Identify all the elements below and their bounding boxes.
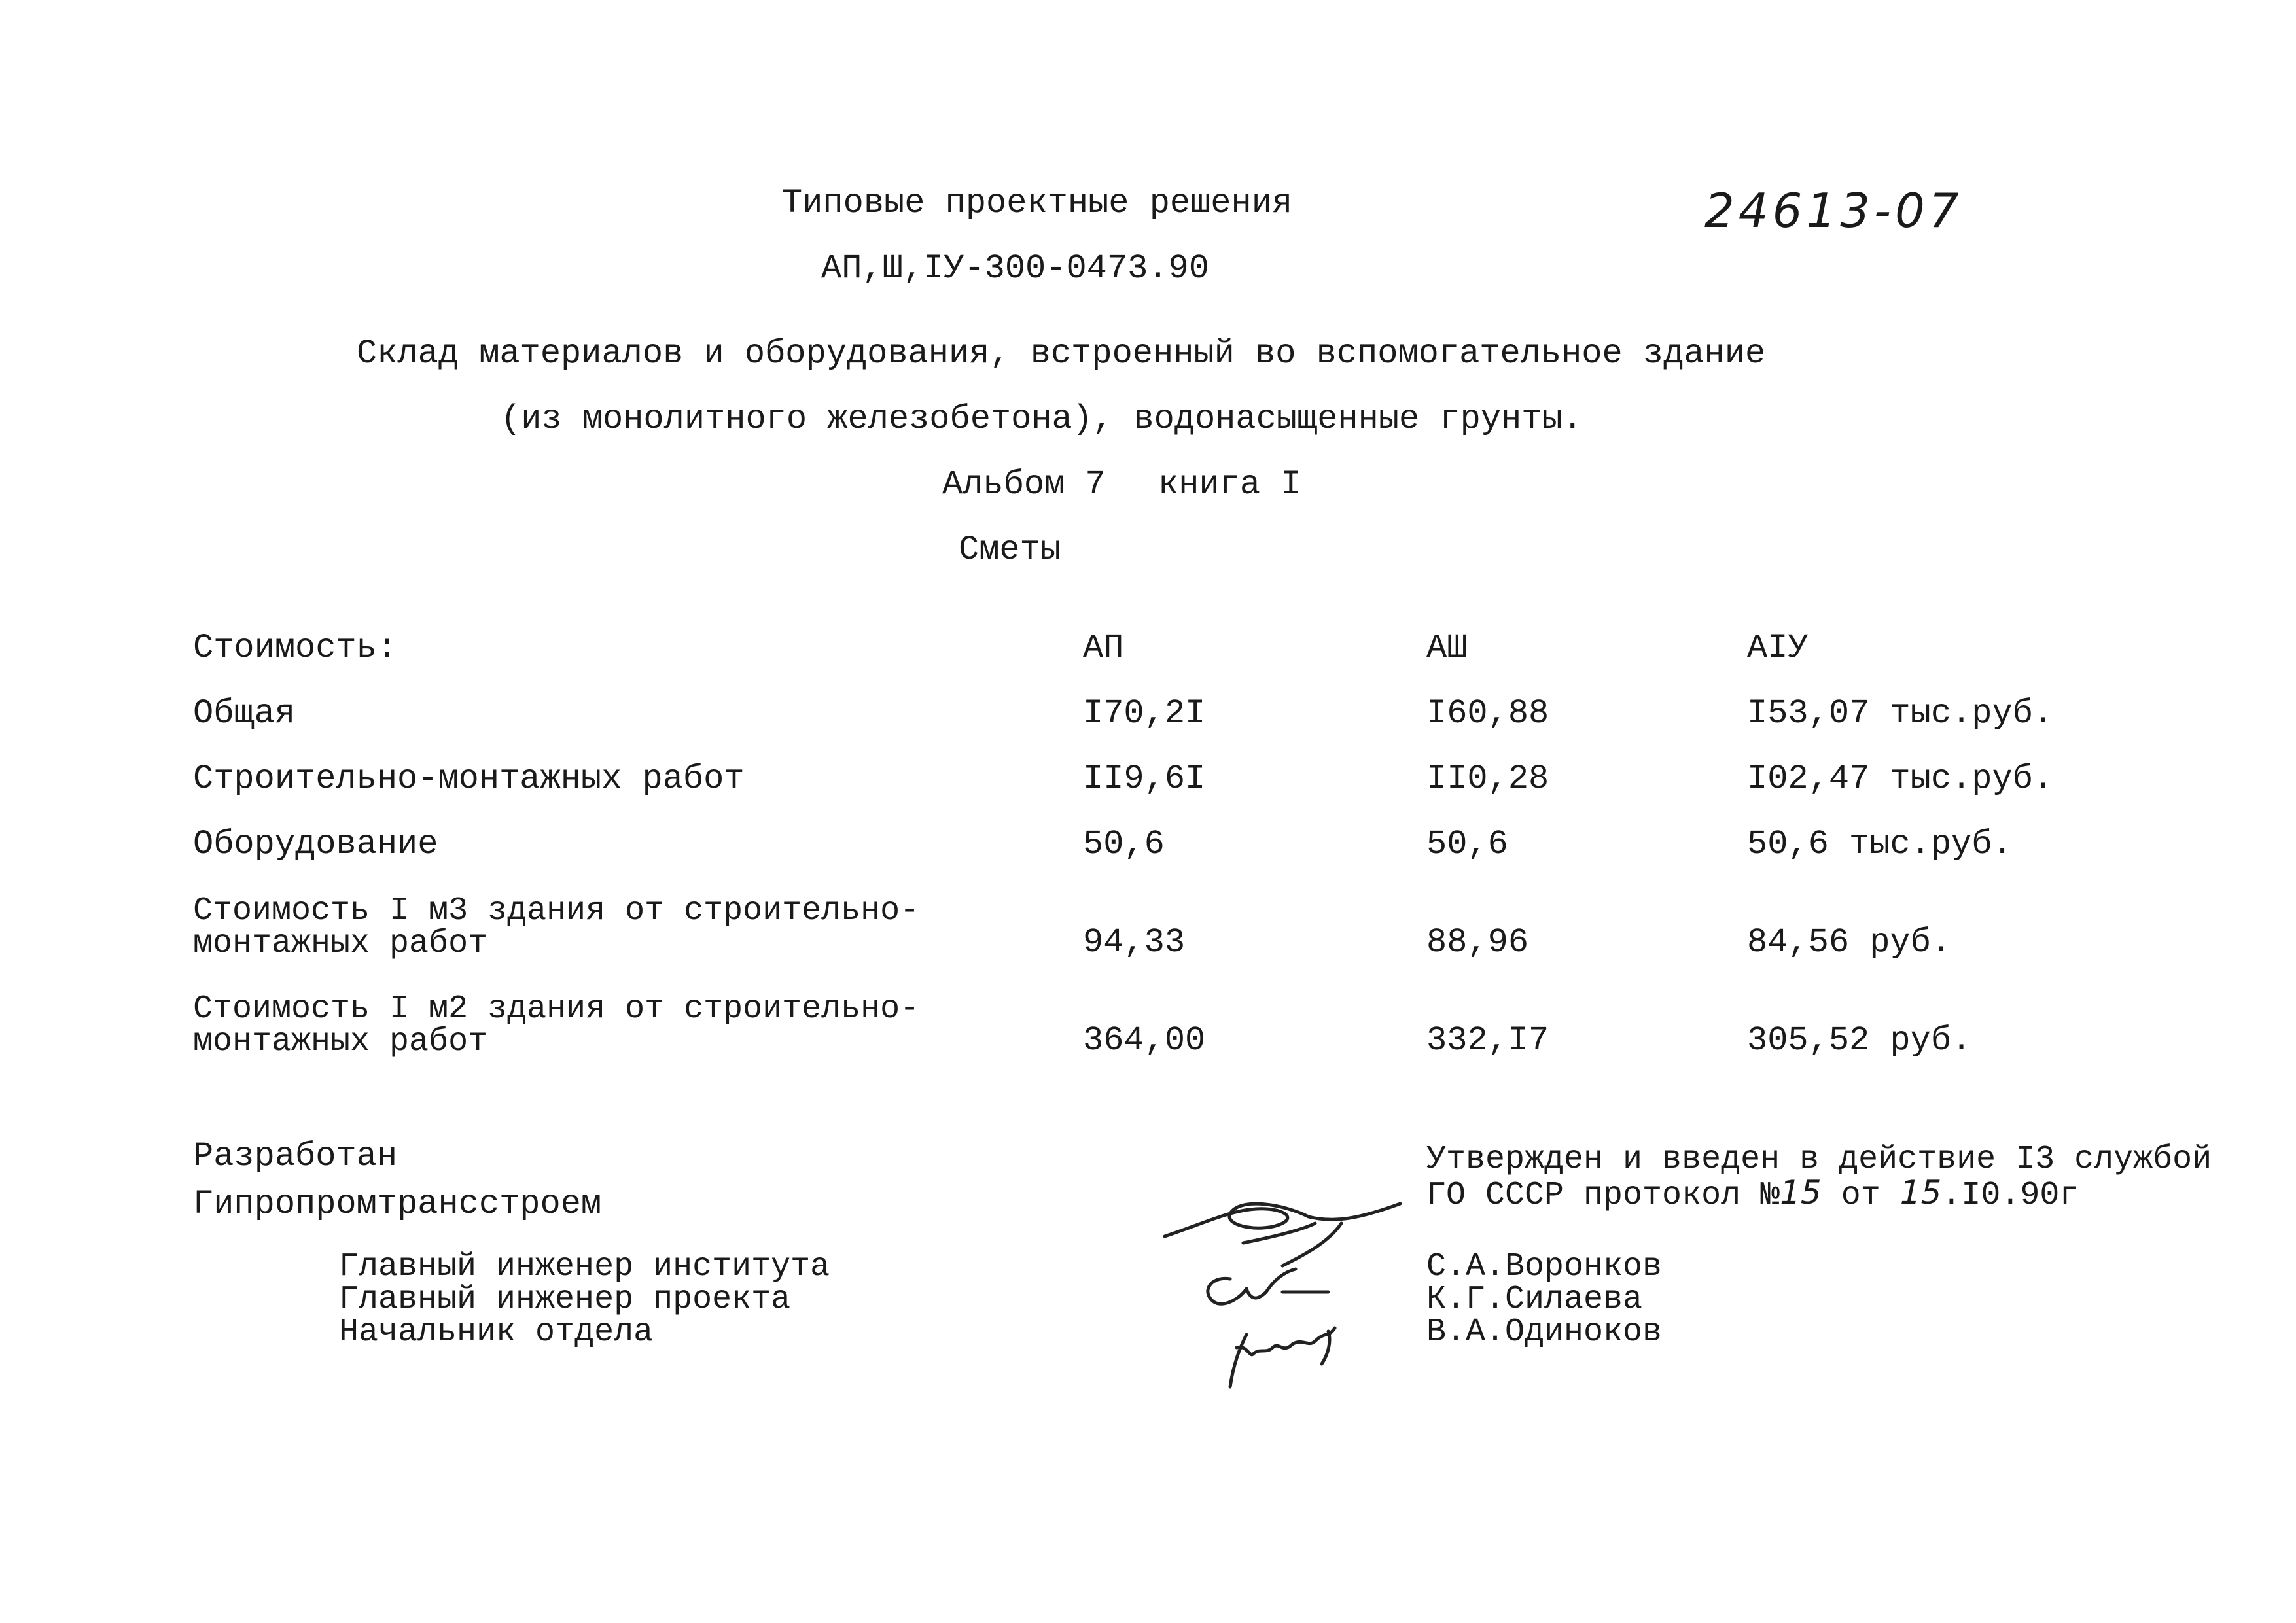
row-label: Строительно-монтажных работ bbox=[193, 759, 745, 798]
row-label-line1: Стоимость I м2 здания от строительно- bbox=[193, 990, 920, 1028]
header-col-ap: АП bbox=[1083, 629, 1124, 667]
position-chief-engineer-institute: Главный инженер института bbox=[339, 1248, 830, 1285]
row-label-line1: Стоимость I м3 здания от строительно- bbox=[193, 892, 920, 930]
approval-line1: Утвержден и введен в действие I3 службой bbox=[1426, 1141, 2212, 1178]
signatory-name: В.А.Одиноков bbox=[1426, 1314, 1663, 1351]
approval-protocol-number: 15 bbox=[1780, 1174, 1822, 1212]
row-value-ash: 50,6 bbox=[1426, 825, 1508, 864]
developer-organization: Гипропромтрансстроем bbox=[193, 1185, 602, 1223]
approval-date-day: 15 bbox=[1899, 1174, 1942, 1212]
document-type-title: Типовые проектные решения bbox=[782, 184, 1293, 222]
row-value-aiu: 84,56 руб. bbox=[1747, 923, 1952, 962]
row-label-line2: монтажных работ bbox=[193, 925, 488, 962]
approval-protocol-text: ГО СССР протокол № bbox=[1426, 1177, 1780, 1214]
book-number: книга I bbox=[1158, 465, 1301, 504]
position-department-head: Начальник отдела bbox=[339, 1314, 654, 1351]
row-value-aiu: 50,6 тыс.руб. bbox=[1747, 825, 2013, 864]
signature-silaeva bbox=[1208, 1269, 1328, 1304]
row-value-aiu: I53,07 тыс.руб. bbox=[1747, 694, 2054, 733]
object-title-line2: (из монолитного железобетона), водонасыщенные грунты. bbox=[501, 400, 1583, 438]
object-title-line1: Склад материалов и оборудования, встроенный во вспомогательное здание bbox=[357, 334, 1766, 373]
row-value-ash: 332,I7 bbox=[1426, 1021, 1549, 1060]
row-value-ash: II0,28 bbox=[1426, 759, 1549, 798]
row-value-aiu: I02,47 тыс.руб. bbox=[1747, 759, 2054, 798]
document-number: 24613-07 bbox=[1704, 183, 1963, 238]
approval-date-rest: .I0.90г bbox=[1941, 1177, 2079, 1214]
row-value-ash: I60,88 bbox=[1426, 694, 1549, 733]
album-number: Альбом 7 bbox=[942, 465, 1106, 504]
row-value-ap: 94,33 bbox=[1083, 923, 1186, 962]
row-label: Общая bbox=[193, 694, 296, 733]
approval-from-text: от bbox=[1821, 1177, 1900, 1214]
row-value-aiu: 305,52 руб. bbox=[1747, 1021, 1972, 1060]
row-value-ap: II9,6I bbox=[1083, 759, 1206, 798]
signature-odinokov bbox=[1230, 1328, 1335, 1387]
position-chief-engineer-project: Главный инженер проекта bbox=[339, 1281, 791, 1318]
header-col-ash: АШ bbox=[1426, 629, 1468, 667]
header-label: Стоимость: bbox=[193, 629, 398, 667]
header-col-aiu: АIУ bbox=[1747, 629, 1809, 667]
row-label-line2: монтажных работ bbox=[193, 1023, 488, 1060]
row-value-ash: 88,96 bbox=[1426, 923, 1529, 962]
row-label: Оборудование bbox=[193, 825, 438, 864]
section-title: Сметы bbox=[959, 531, 1061, 569]
signatory-name: К.Г.Силаева bbox=[1426, 1281, 1643, 1318]
project-code: АП,Ш,IУ-300-0473.90 bbox=[821, 249, 1209, 288]
signature-voronkov bbox=[1165, 1204, 1400, 1266]
signatory-name: С.А.Воронков bbox=[1426, 1248, 1663, 1285]
row-value-ap: 50,6 bbox=[1083, 825, 1165, 864]
row-value-ap: I70,2I bbox=[1083, 694, 1206, 733]
developed-label: Разработан bbox=[193, 1137, 398, 1176]
row-value-ap: 364,00 bbox=[1083, 1021, 1206, 1060]
